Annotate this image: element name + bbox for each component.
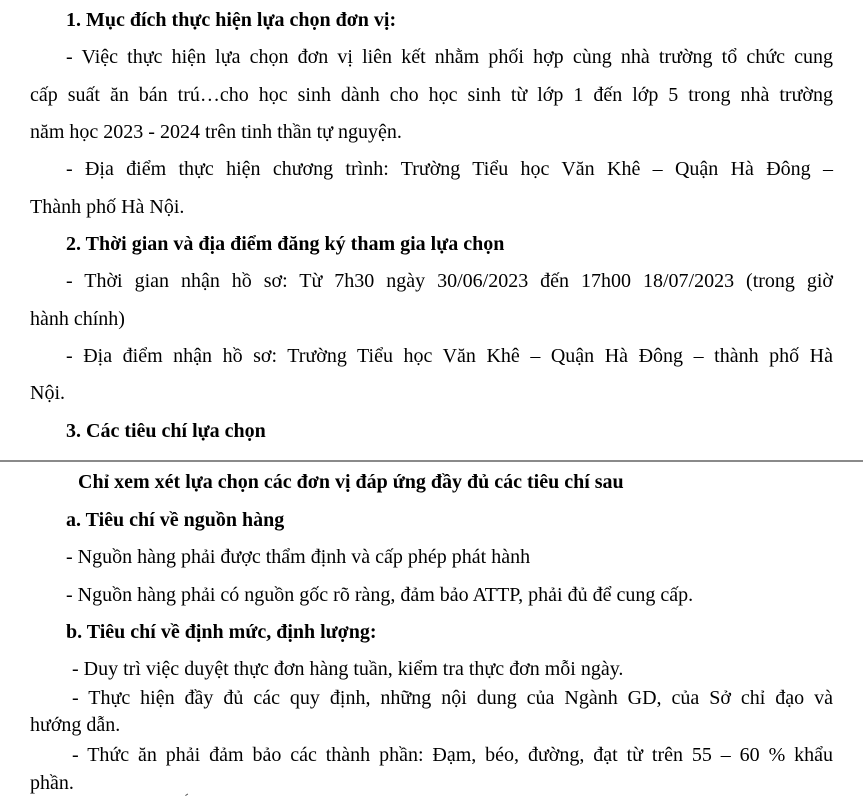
section-1-para-1-line-3: năm học 2023 - 2024 trên tinh thần tự nguyện. (30, 121, 402, 143)
criteria-a-heading: a. Tiêu chí về nguồn hàng (66, 509, 285, 531)
criteria-b-item-2-line-1: - Thực hiện đầy đủ các quy định, những nội dung của Ngành GD, của Sở chỉ đạo và (72, 687, 833, 709)
criteria-b-item-3-line-2: phần. (30, 772, 74, 794)
criteria-b-item-3-line-1: - Thức ăn phải đảm bảo các thành phần: Đạm, béo, đường, đạt từ trên 55 – 60 % khẩu (72, 744, 833, 766)
section-2-para-1-line-1: - Thời gian nhận hồ sơ: Từ 7h30 ngày 30/06/2023 đến 17h00 18/07/2023 (trong giờ (66, 270, 833, 292)
section-2-para-1-line-2: hành chính) (30, 308, 125, 330)
section-1-heading: 1. Mục đích thực hiện lựa chọn đơn vị: (66, 9, 397, 31)
section-1-para-2-line-2: Thành phố Hà Nội. (30, 196, 185, 218)
section-1-para-1-line-1: - Việc thực hiện lựa chọn đơn vị liên kết nhằm phối hợp cùng nhà trường tổ chức cung (66, 46, 833, 68)
section-2-heading: 2. Thời gian và địa điểm đăng ký tham gia lựa chọn (66, 233, 505, 255)
criteria-b-item-1: - Duy trì việc duyệt thực đơn hàng tuần, kiểm tra thực đơn mỗi ngày. (72, 658, 624, 680)
stray-mark (185, 794, 190, 799)
section-2-para-2-line-1: - Địa điểm nhận hồ sơ: Trường Tiểu học Văn Khê – Quận Hà Đông – thành phố Hà (66, 345, 833, 367)
section-2-para-2-line-2: Nội. (30, 382, 65, 404)
criteria-b-heading: b. Tiêu chí về định mức, định lượng: (66, 621, 377, 643)
page-break-divider (0, 460, 863, 462)
section-3-heading: 3. Các tiêu chí lựa chọn (66, 420, 266, 442)
criteria-intro: Chỉ xem xét lựa chọn các đơn vị đáp ứng đầy đủ các tiêu chí sau (78, 471, 624, 493)
section-1-para-2-line-1: - Địa điểm thực hiện chương trình: Trường Tiểu học Văn Khê – Quận Hà Đông – (66, 158, 833, 180)
criteria-a-item-2: - Nguồn hàng phải có nguồn gốc rõ ràng, đảm bảo ATTP, phải đủ để cung cấp. (66, 584, 694, 606)
criteria-b-item-2-line-2: hướng dẫn. (30, 714, 121, 736)
section-1-para-1-line-2: cấp suất ăn bán trú…cho học sinh dành cho học sinh từ lớp 1 đến lớp 5 trong nhà trường (30, 84, 833, 106)
criteria-a-item-1: - Nguồn hàng phải được thẩm định và cấp phép phát hành (66, 546, 531, 568)
